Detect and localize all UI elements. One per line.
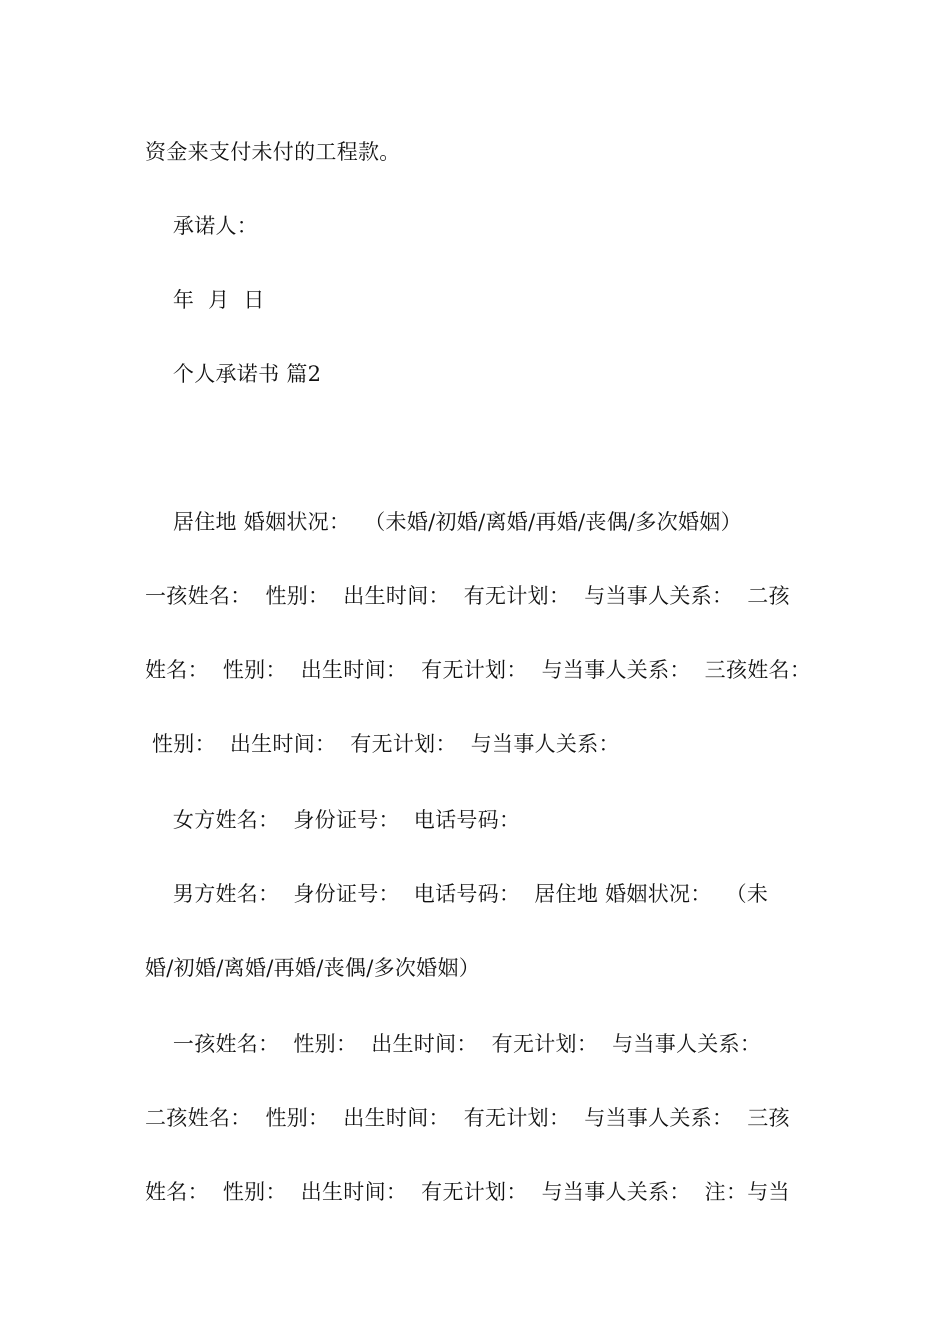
text-line-male: 男方姓名： 身份证号： 电话号码： 居住地 婚姻状况： （未: [145, 882, 769, 906]
text-line-date: 年 月 日: [145, 288, 265, 312]
text-line-continuation: 资金来支付未付的工程款。: [145, 140, 401, 164]
text-line-children-1: 一孩姓名： 性别： 出生时间： 有无计划： 与当事人关系： 二孩: [145, 584, 790, 608]
text-line-male-children-3: 姓名： 性别： 出生时间： 有无计划： 与当事人关系： 注：与当: [145, 1180, 790, 1204]
text-line-female: 女方姓名： 身份证号： 电话号码：: [145, 808, 521, 832]
text-line-residence-marital: 居住地 婚姻状况： （未婚/初婚/离婚/再婚/丧偶/多次婚姻）: [145, 510, 742, 534]
text-line-children-3: 性别： 出生时间： 有无计划： 与当事人关系：: [145, 732, 620, 756]
text-line-male-children-1: 一孩姓名： 性别： 出生时间： 有无计划： 与当事人关系：: [145, 1032, 762, 1056]
text-line-children-2: 姓名： 性别： 出生时间： 有无计划： 与当事人关系： 三孩姓名：: [145, 658, 812, 682]
text-line-male-children-2: 二孩姓名： 性别： 出生时间： 有无计划： 与当事人关系： 三孩: [145, 1106, 790, 1130]
text-line-male-marital: 婚/初婚/离婚/再婚/丧偶/多次婚姻）: [145, 956, 481, 980]
section-heading: 个人承诺书 篇2: [145, 362, 322, 386]
text-line-promisor: 承诺人：: [145, 214, 259, 238]
